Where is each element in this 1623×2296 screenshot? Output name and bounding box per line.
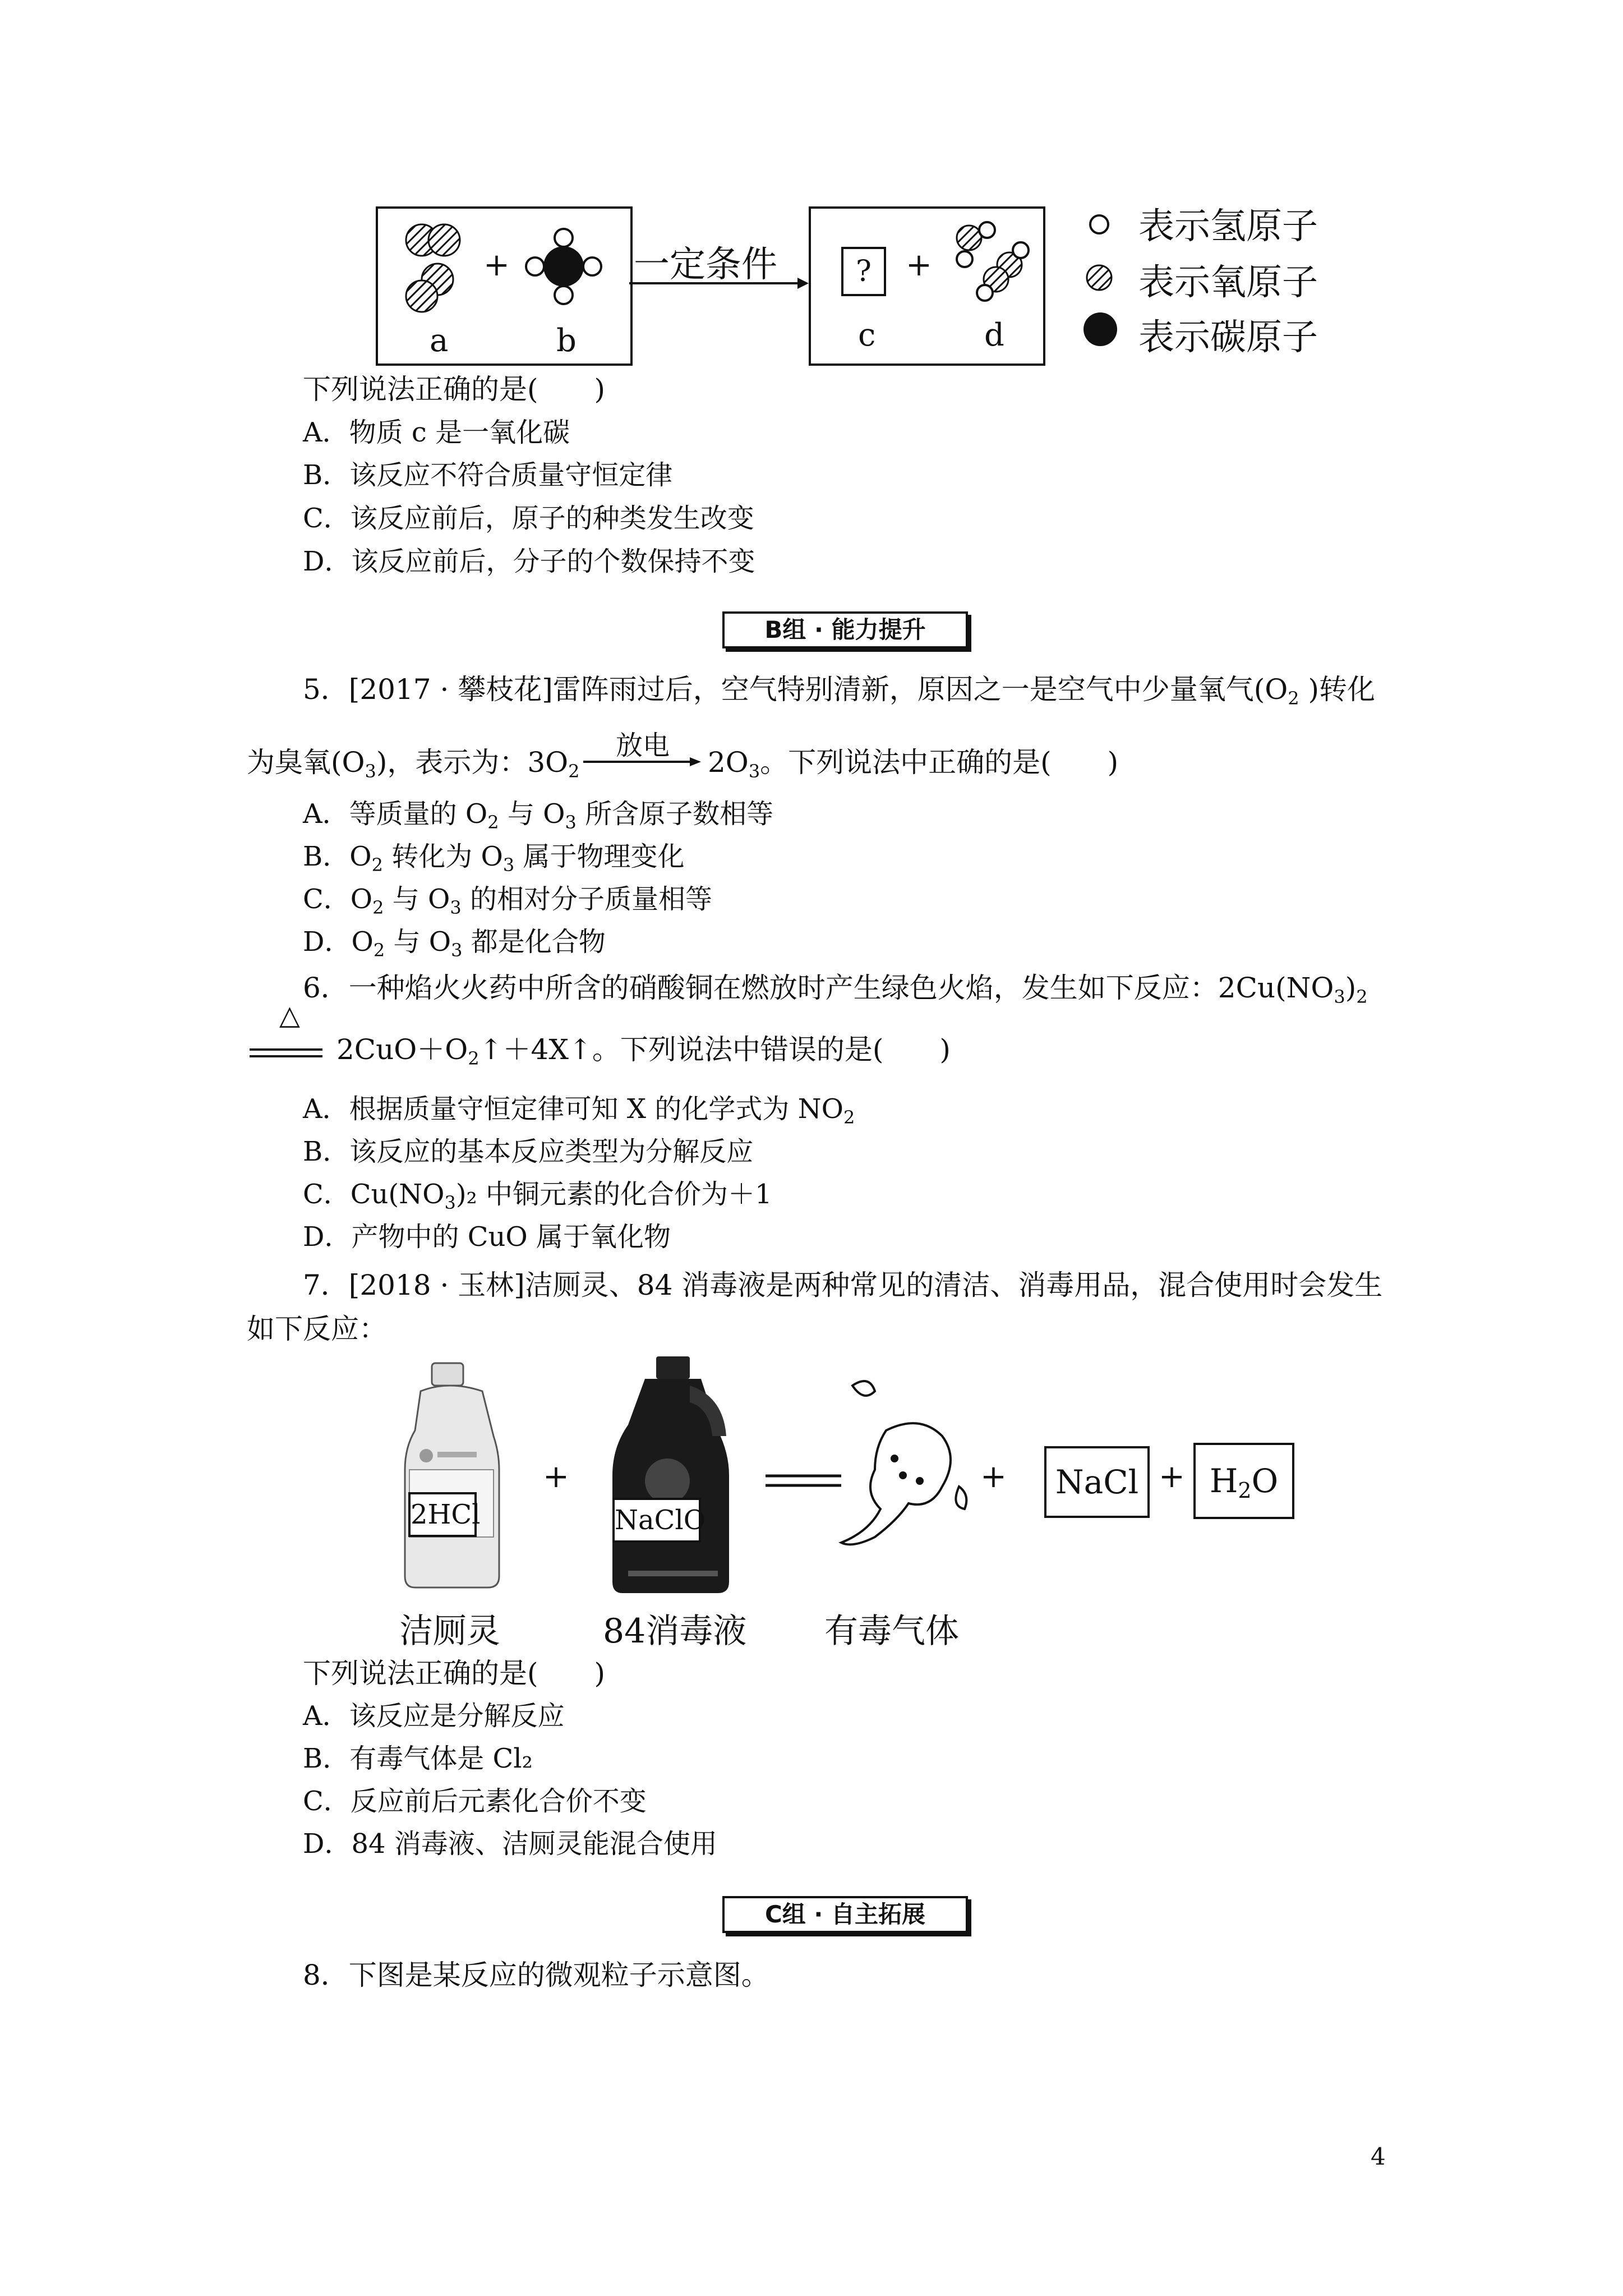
q5-d-s1: 2 (373, 940, 385, 961)
q5-c-s1: 2 (372, 897, 384, 918)
q5-a-mid: 与 O (499, 798, 565, 830)
molecule-b (522, 224, 606, 309)
section-c-header (722, 1896, 968, 1933)
q5-a-post: 所含原子数相等 (576, 798, 774, 830)
q5-b-mid: 转化为 O (383, 841, 503, 872)
q6-c-pre: C．Cu(NO (303, 1179, 445, 1210)
section-b-title: B组 · 能力提升 (764, 616, 926, 643)
q7-stem: 下列说法正确的是( ) (303, 1657, 606, 1690)
label-d: d (984, 317, 1004, 353)
caption-toxic-gas: 有毒气体 (824, 1612, 959, 1651)
caption-toilet-cleaner: 洁厕灵 (399, 1612, 500, 1651)
q5-line2-rest (708, 745, 1118, 789)
water-box (1193, 1443, 1294, 1519)
page-number: 4 (1371, 2143, 1386, 2170)
q5-arrow-label: 放电 (616, 730, 670, 761)
toxic-gas-icon (830, 1374, 987, 1554)
q4-option-c: C．该反应前后，原子的种类发生改变 (303, 503, 754, 534)
q5-sub2: 2 (568, 761, 580, 782)
hollow-circle-icon (1088, 213, 1110, 236)
section-b-header (722, 611, 968, 648)
q7-line1: 7．[2018 · 玉林]洁厕灵、84 消毒液是两种常见的清洁、消毒用品，混合使用时会发生 (303, 1269, 1383, 1301)
q5-c-s2: 3 (450, 897, 462, 918)
label-c: c (858, 317, 876, 353)
water-sub: 2 (1238, 1478, 1252, 1503)
q5-option-d (303, 924, 606, 968)
bottle2-label-text: NaClO (615, 1504, 706, 1536)
heat-triangle: △ (279, 1000, 300, 1031)
q4-stem: 下列说法正确的是( ) (303, 373, 606, 406)
caption-disinfectant: 84消毒液 (603, 1612, 747, 1651)
legend-carbon: 表示碳原子 (1138, 317, 1318, 358)
q5-d-post: 都是化合物 (462, 926, 606, 958)
q5-option-b (303, 839, 685, 882)
bottle1-label-text: 2HCl (411, 1499, 481, 1530)
toilet-cleaner-bottle (398, 1358, 510, 1593)
bottle1-label (408, 1492, 481, 1537)
q6-c-post: )₂ 中铜元素的化合价为＋1 (455, 1179, 772, 1210)
unknown-mark: ? (856, 255, 872, 288)
label-a: a (430, 323, 449, 359)
q7-option-b: B．有毒气体是 Cl₂ (303, 1743, 533, 1774)
water-o: O (1251, 1462, 1279, 1500)
equals-sign-icon (250, 1048, 322, 1059)
q6-option-a (303, 1092, 855, 1135)
q4-option-b: B．该反应不符合质量守恒定律 (303, 459, 673, 491)
bottle2-label (612, 1498, 706, 1543)
plus-sign-4: + (980, 1458, 1007, 1495)
q6-option-d: D．产物中的 CuO 属于氧化物 (303, 1221, 671, 1253)
hatched-circle-icon (1085, 264, 1113, 292)
q6-line1 (303, 970, 1368, 1014)
right-arrow-icon (583, 757, 701, 766)
molecule-a (393, 219, 482, 320)
q6-a-s1: 2 (843, 1107, 855, 1128)
q5-b-s2: 3 (502, 854, 515, 876)
q5-sub: 2 (1288, 688, 1299, 709)
q5-b-pre: B．O (303, 841, 372, 872)
q6-line2-sub: 2 (468, 1048, 479, 1069)
q5-option-c (303, 882, 712, 925)
q5-line2a: 为臭氧(O (247, 746, 365, 779)
q6-line1-end: ) (1345, 972, 1357, 1004)
plus-sign-5: + (1159, 1458, 1185, 1495)
q5-line1-end: )转化 (1299, 673, 1376, 706)
q5-line1 (303, 672, 1375, 716)
unknown-box (841, 247, 886, 296)
q6-c-s1: 3 (444, 1192, 456, 1213)
q6-line2a: 2CuO＋O (336, 1033, 468, 1066)
right-arrow-icon (629, 278, 809, 289)
q5-d-pre: D．O (303, 926, 374, 958)
q7-option-a: A．该反应是分解反应 (303, 1700, 565, 1732)
q7-line2: 如下反应： (247, 1313, 387, 1345)
q5-line2b: )，表示为：3O (376, 746, 569, 779)
plus-sign-3: + (543, 1458, 569, 1495)
q6-option-b: B．该反应的基本反应类型为分解反应 (303, 1136, 754, 1167)
q6-sub: 3 (1334, 986, 1345, 1007)
q6-line2b: ↑＋4X↑。下列说法中错误的是( ) (479, 1033, 951, 1066)
q6-sub2: 2 (1356, 986, 1368, 1007)
q6-a-pre: A．根据质量守恒定律可知 X 的化学式为 NO (303, 1093, 843, 1125)
q5-sub3: 3 (748, 761, 760, 782)
legend-oxygen: 表示氧原子 (1138, 262, 1318, 303)
q6-line1-text: 6．一种焰火火药中所含的硝酸铜在燃放时产生绿色火焰，发生如下反应：2Cu(NO (303, 972, 1334, 1004)
q5-d-s2: 3 (451, 940, 463, 961)
nacl-text: NaCl (1055, 1463, 1139, 1501)
plus-sign: + (483, 247, 510, 283)
plus-sign-2: + (906, 247, 932, 283)
q5-a-pre: A．等质量的 O (303, 798, 488, 830)
q4-option-a: A．物质 c 是一氧化碳 (303, 417, 570, 448)
q5-sub1: 3 (365, 761, 376, 782)
q5-c-pre: C．O (303, 884, 373, 915)
q4-option-d: D．该反应前后，分子的个数保持不变 (303, 546, 755, 577)
molecule-d (942, 219, 1032, 309)
water-h: H (1209, 1462, 1238, 1500)
q5-a-s1: 2 (487, 812, 499, 833)
q5-a-s2: 3 (565, 812, 577, 833)
arrow-label: 一定条件 (634, 244, 777, 286)
q5-option-a (303, 797, 773, 840)
q8-stem: 8．下图是某反应的微观粒子示意图。 (303, 1959, 769, 1991)
q7-option-c: C．反应前后元素化合价不变 (303, 1786, 647, 1817)
q5-c-post: 的相对分子质量相等 (461, 884, 712, 915)
label-b: b (556, 323, 577, 359)
q6-option-c (303, 1177, 772, 1220)
q5-b-s1: 2 (371, 854, 383, 876)
q6-line2 (336, 1032, 951, 1076)
q5-b-post: 属于物理变化 (514, 841, 685, 872)
q5-line1-text: 5．[2017 · 攀枝花]雷阵雨过后，空气特别清新，原因之一是空气中少量氧气(O (303, 673, 1288, 706)
q5-d-mid: 与 O (385, 926, 451, 958)
solid-circle-icon (1082, 311, 1118, 347)
nacl-box (1044, 1446, 1150, 1518)
q5-line2d: 。下列说法中正确的是( ) (760, 746, 1119, 779)
q7-option-d: D．84 消毒液、洁厕灵能混合使用 (303, 1828, 717, 1860)
disinfectant-bottle (606, 1352, 740, 1599)
q5-c-mid: 与 O (384, 884, 450, 915)
q5-line2 (247, 745, 580, 789)
q5-line2c: 2O (708, 746, 749, 779)
section-c-title: C组 · 自主拓展 (764, 1901, 926, 1928)
legend-hydrogen: 表示氢原子 (1138, 206, 1318, 247)
